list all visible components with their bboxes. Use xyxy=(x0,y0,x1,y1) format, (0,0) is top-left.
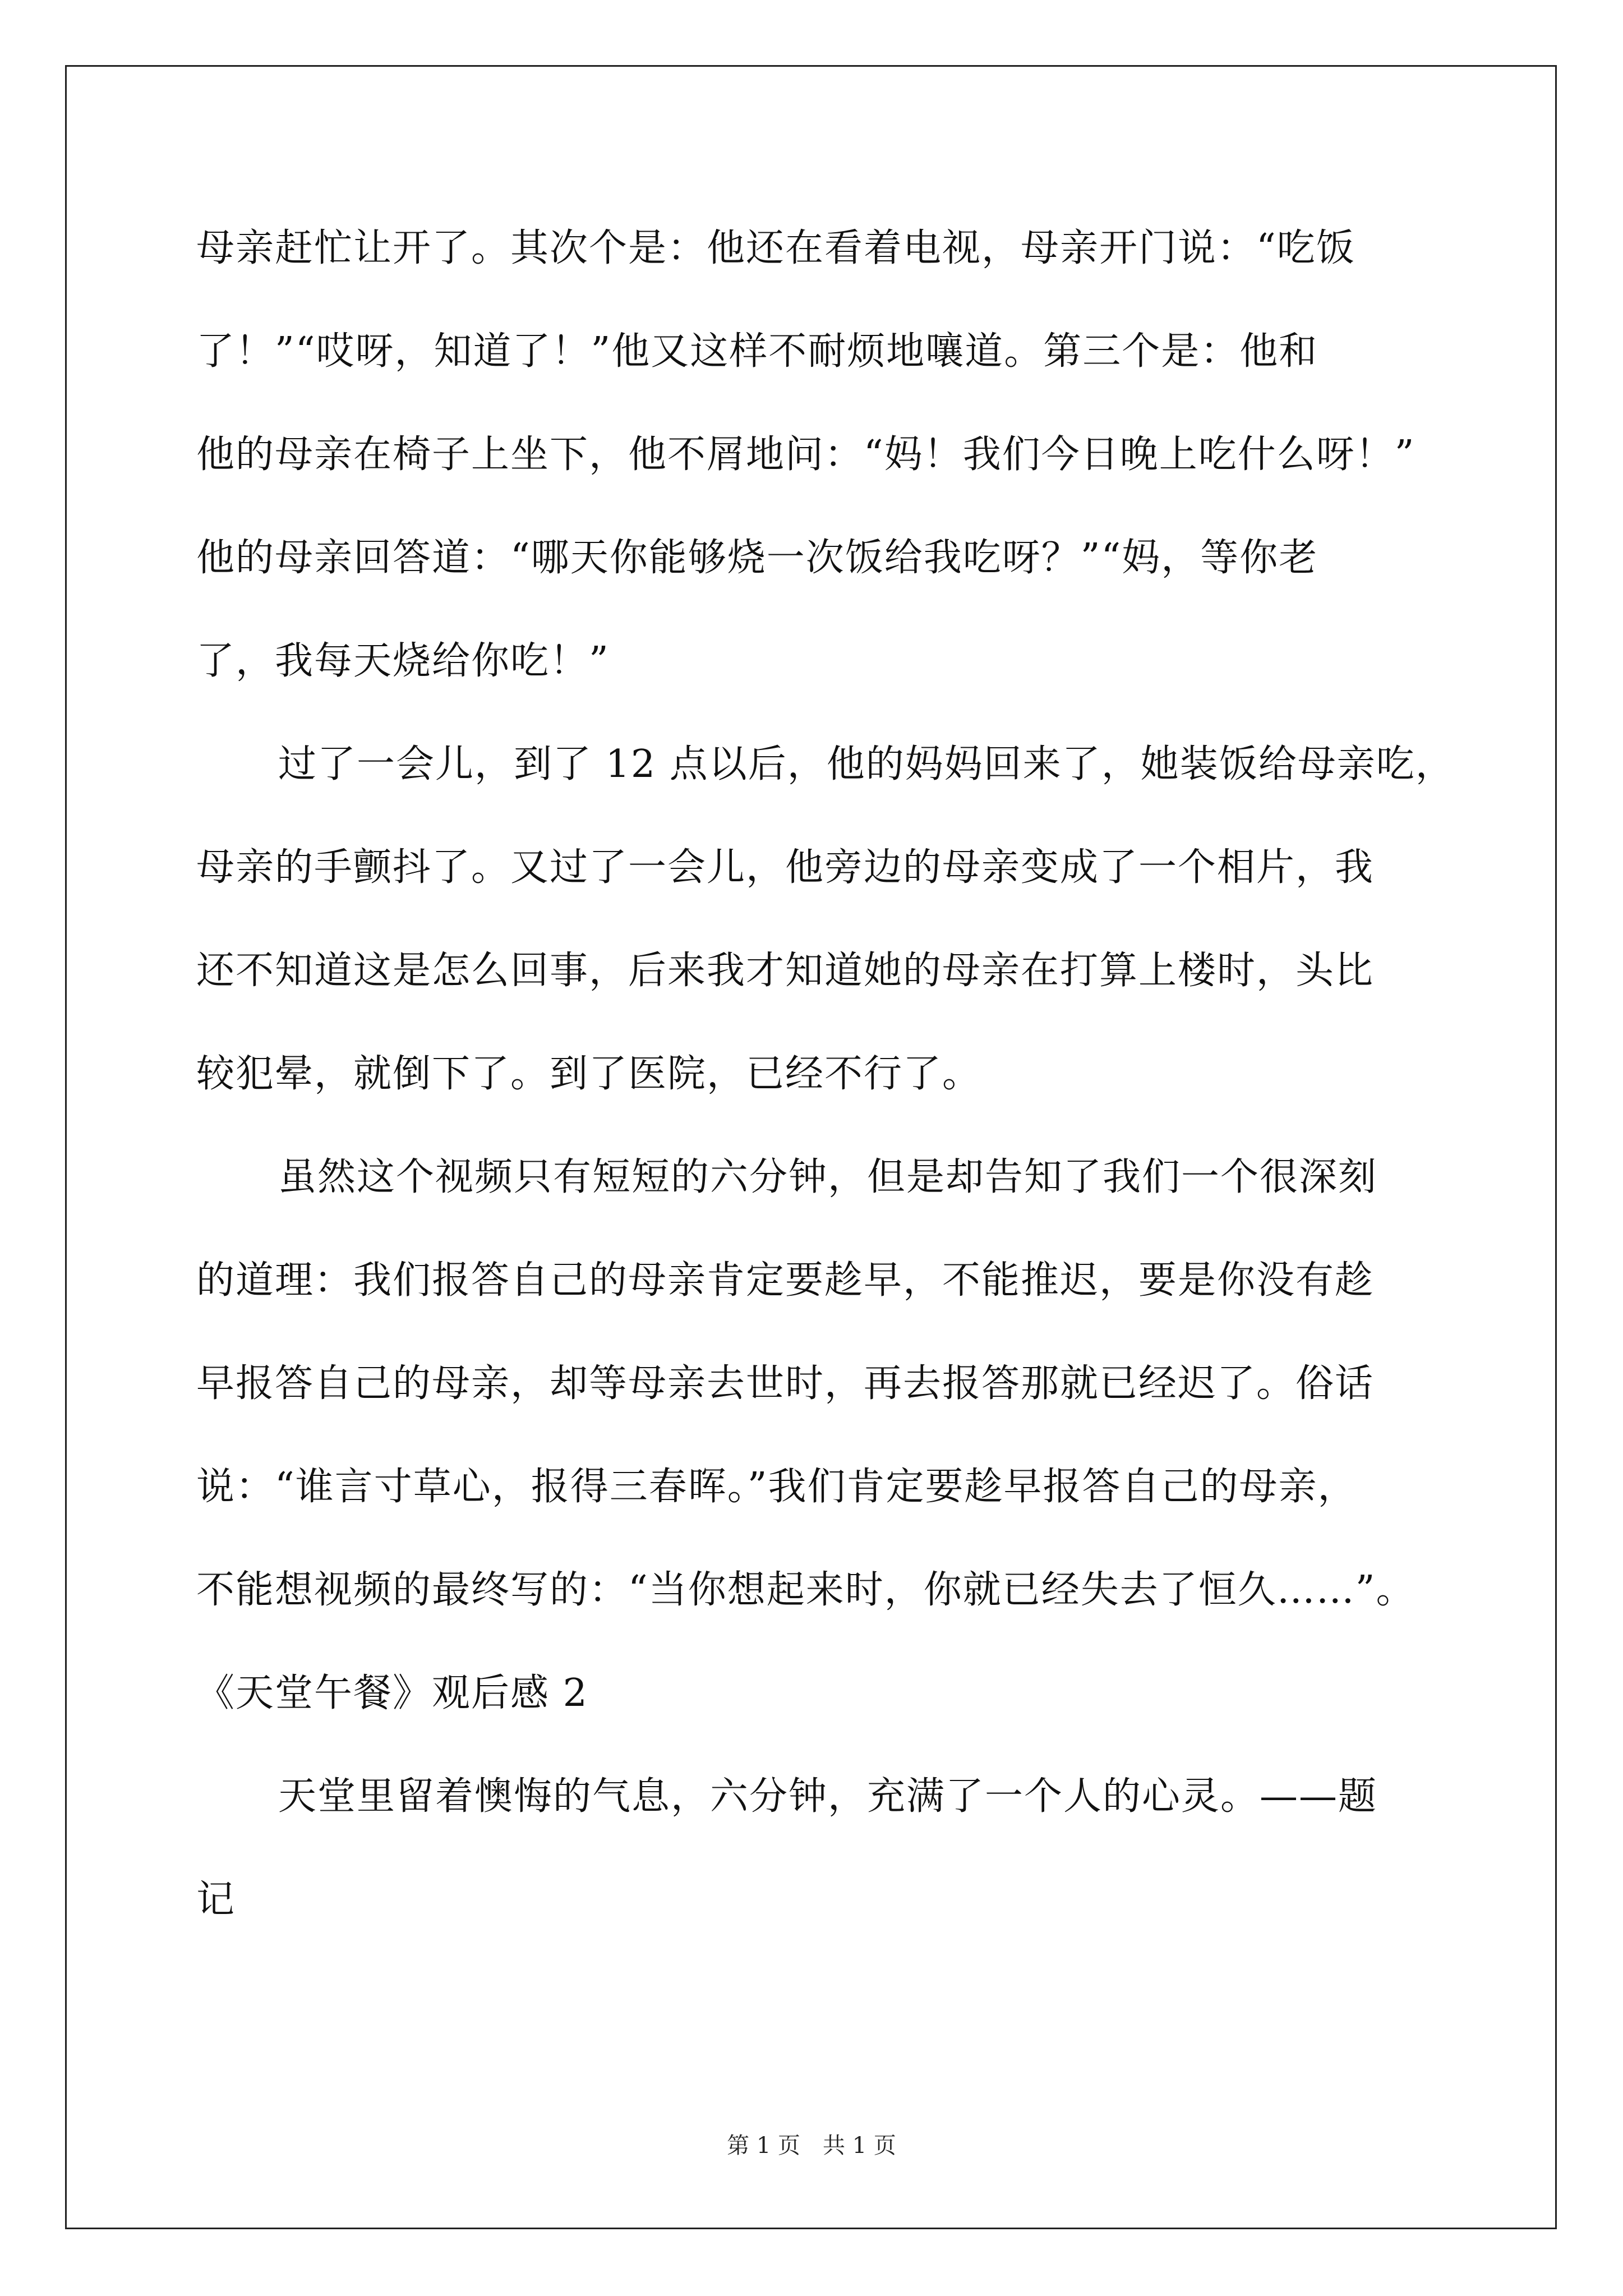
paragraph-line: 虽然这个视频只有短短的六分钟，但是却告知了我们一个很深刻 xyxy=(278,1155,1378,1199)
paragraph-line: 的道理：我们报答自己的母亲肯定要趁早，不能推迟，要是你没有趁 xyxy=(196,1258,1375,1303)
paragraph-line: 母亲赶忙让开了。其次个是：他还在看着电视，母亲开门说：“吃饭 xyxy=(196,226,1355,270)
paragraph-line: 还不知道这是怎么回事，后来我才知道她的母亲在打算上楼时，头比 xyxy=(196,949,1375,993)
paragraph-line: 过了一会儿，到了 12 点以后，他的妈妈回来了，她装饭给母亲吃， xyxy=(278,742,1455,786)
paragraph-line: 天堂里留着懊悔的气息，六分钟，充满了一个人的心灵。——题 xyxy=(278,1774,1378,1819)
paragraph-line: 他的母亲回答道：“哪天你能够烧一次饭给我吃呀？”“妈，等你老 xyxy=(196,536,1318,580)
paragraph-line: 早报答自己的母亲，却等母亲去世时，再去报答那就已经迟了。俗话 xyxy=(196,1361,1375,1406)
page-number-footer: 第 1 页 共 1 页 xyxy=(727,2133,896,2159)
paragraph-line: 他的母亲在椅子上坐下，他不屑地问：“妈！我们今日晚上吃什么呀！” xyxy=(196,432,1415,477)
paragraph-line: 了，我每天烧给你吃！” xyxy=(196,639,610,683)
paragraph-line: 较犯晕，就倒下了。到了医院，已经不行了。 xyxy=(196,1052,982,1096)
paragraph-line: 了！”“哎呀，知道了！”他又这样不耐烦地嚷道。第三个是：他和 xyxy=(196,329,1318,374)
page-border xyxy=(65,65,1557,2229)
paragraph-line: 母亲的手颤抖了。又过了一会儿，他旁边的母亲变成了一个相片，我 xyxy=(196,845,1375,890)
section-title: 《天堂午餐》观后感 2 xyxy=(196,1671,588,1715)
paragraph-line: 说：“谁言寸草心，报得三春晖。”我们肯定要趁早报答自己的母亲， xyxy=(196,1465,1357,1509)
paragraph-line: 不能想视频的最终写的：“当你想起来时，你就已经失去了恒久……”。 xyxy=(196,1568,1415,1612)
paragraph-line: 记 xyxy=(196,1878,236,1922)
